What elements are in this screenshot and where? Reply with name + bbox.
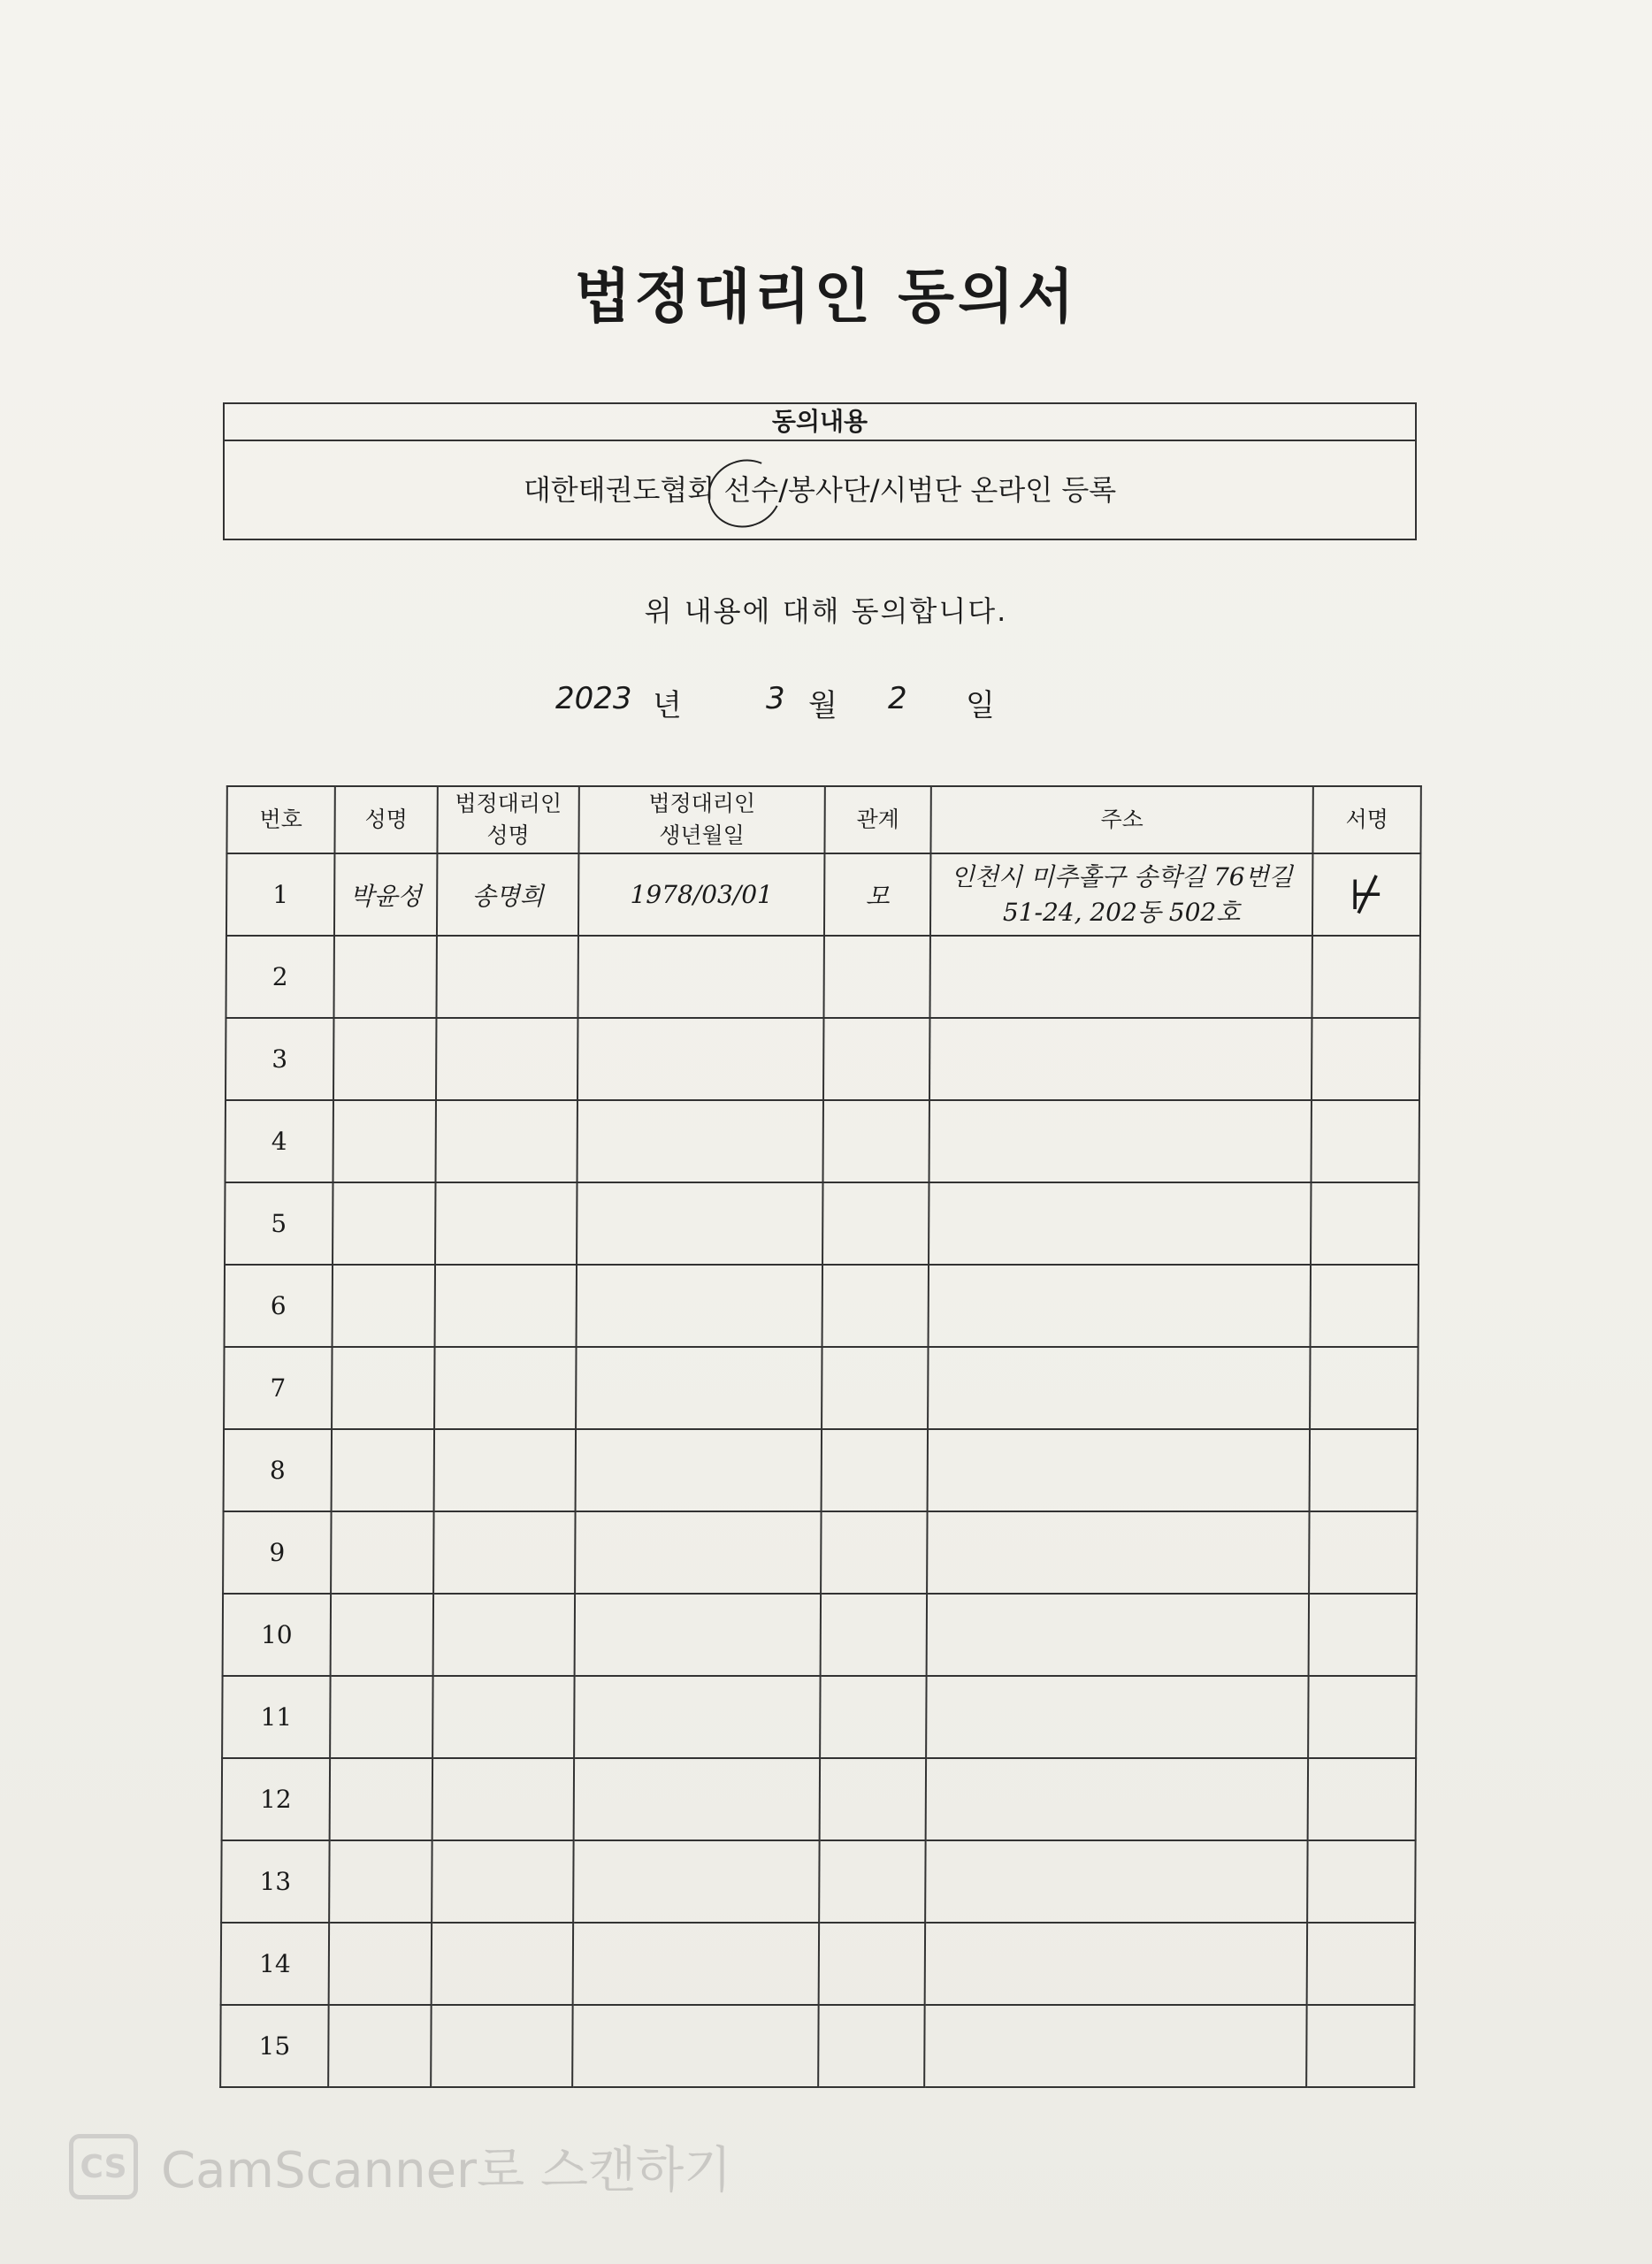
- address-cell: [926, 1676, 1308, 1758]
- guardian-birthdate-cell: [577, 936, 823, 1018]
- signature-cell: [1308, 1758, 1416, 1840]
- row-number-cell: 7: [224, 1347, 332, 1429]
- header-name: 성명: [334, 786, 437, 853]
- relation-cell: [823, 1100, 929, 1182]
- table-row: [223, 1594, 1417, 1676]
- table-row: [225, 1265, 1419, 1347]
- table-header-row: [226, 786, 1420, 853]
- row-number-cell: 5: [225, 1182, 333, 1265]
- row-number-cell: 6: [225, 1265, 333, 1347]
- table-row: [223, 1511, 1417, 1594]
- relation-cell: [822, 1347, 928, 1429]
- guardian-birthdate-cell: [577, 1018, 823, 1100]
- student-name-cell: [333, 1018, 436, 1100]
- guardian-birthdate-cell: [577, 1265, 822, 1347]
- date-year-unit: 년: [653, 688, 682, 723]
- table-row: [220, 2005, 1414, 2087]
- address-cell: [929, 1100, 1312, 1182]
- table-row: [226, 853, 1420, 936]
- signature-cell: [1312, 936, 1419, 1018]
- relation-cell: [823, 1018, 929, 1100]
- agree-statement: 위 내용에 대해 동의합니다.: [644, 594, 1008, 628]
- address-cell: [925, 1840, 1307, 1923]
- header-address: 주소: [930, 786, 1312, 853]
- relation-cell: [819, 1840, 925, 1923]
- guardian-name-cell: 송명희: [437, 853, 578, 936]
- student-name-cell: [333, 936, 436, 1018]
- date-month: 3: [766, 681, 785, 716]
- row-number-cell: 11: [222, 1676, 330, 1758]
- signature-cell: [1312, 853, 1420, 936]
- student-name-cell: [329, 1840, 432, 1923]
- table-row: [222, 1758, 1416, 1840]
- student-name-cell: [331, 1594, 433, 1676]
- guardian-name-cell: [433, 1594, 575, 1676]
- row-number-cell: 8: [224, 1429, 332, 1511]
- address-cell: [929, 1265, 1311, 1347]
- date-year: 2023: [555, 681, 632, 716]
- guardian-name-cell: [432, 1923, 573, 2005]
- guardian-birthdate-cell: [576, 1347, 822, 1429]
- header-guardian-birth: 법정대리인 생년월일: [578, 786, 824, 853]
- signature-cell: [1308, 1676, 1416, 1758]
- guardian-table: [219, 785, 1422, 2088]
- table-row: [224, 1347, 1418, 1429]
- guardian-birthdate-cell: [576, 1429, 822, 1511]
- address-cell: [924, 2005, 1306, 2087]
- guardian-name-cell: [431, 2005, 572, 2087]
- guardian-name-cell: [434, 1347, 576, 1429]
- student-name-cell: [330, 1758, 432, 1840]
- student-name-cell: [333, 1265, 435, 1347]
- row-number-cell: 13: [221, 1840, 329, 1923]
- document-title: 법정대리인 동의서: [574, 263, 1078, 331]
- address-cell: [929, 1018, 1312, 1100]
- address-cell: [928, 1429, 1310, 1511]
- student-name-cell: [330, 1676, 432, 1758]
- signature-cell: [1310, 1429, 1418, 1511]
- header-no: 번호: [226, 786, 334, 853]
- date-month-unit: 월: [808, 688, 837, 723]
- relation-cell: [822, 1429, 928, 1511]
- student-name-cell: [333, 1182, 435, 1265]
- row-number-cell: 10: [223, 1594, 331, 1676]
- address-cell: 인천시 미추홀구 송학길 76번길 51-24, 202동 502호: [930, 853, 1312, 936]
- guardian-name-cell: [436, 936, 577, 1018]
- address-cell: [926, 1758, 1308, 1840]
- student-name-cell: [329, 1923, 432, 2005]
- relation-cell: [822, 1265, 929, 1347]
- consent-box: [223, 402, 1417, 540]
- header-signature: 서명: [1312, 786, 1420, 853]
- row-number-cell: 9: [223, 1511, 331, 1594]
- address-cell: [925, 1923, 1307, 2005]
- guardian-birthdate-cell: [574, 1758, 820, 1840]
- row-number-cell: 2: [226, 936, 333, 1018]
- relation-cell: [821, 1594, 927, 1676]
- student-name-cell: [332, 1347, 434, 1429]
- signature-cell: [1312, 1018, 1419, 1100]
- guardian-name-cell: [435, 1182, 577, 1265]
- signature-cell: [1312, 1100, 1419, 1182]
- signature-cell: [1307, 1923, 1415, 2005]
- guardian-name-cell: [432, 1758, 574, 1840]
- table-row: [222, 1676, 1416, 1758]
- row-number-cell: 15: [220, 2005, 328, 2087]
- address-cell: [927, 1594, 1309, 1676]
- address-cell: [929, 936, 1312, 1018]
- address-cell: [927, 1511, 1309, 1594]
- guardian-birthdate-cell: [573, 1840, 819, 1923]
- address-cell: [929, 1182, 1311, 1265]
- relation-cell: [820, 1676, 926, 1758]
- date-day-unit: 일: [966, 688, 995, 723]
- guardian-name-cell: [434, 1429, 576, 1511]
- guardian-birthdate-cell: [572, 2005, 818, 2087]
- date-day: 2: [888, 681, 907, 716]
- guardian-name-cell: [433, 1511, 575, 1594]
- student-name-cell: [333, 1100, 436, 1182]
- guardian-name-cell: [436, 1018, 577, 1100]
- guardian-name-cell: [432, 1840, 573, 1923]
- header-relation: 관계: [824, 786, 930, 853]
- signature-mark-icon: ⊬: [1349, 870, 1385, 919]
- relation-cell: [820, 1758, 926, 1840]
- guardian-birthdate-cell: [575, 1511, 821, 1594]
- student-name-cell: 박윤성: [334, 853, 437, 936]
- relation-cell: [821, 1511, 927, 1594]
- signature-cell: [1306, 2005, 1414, 2087]
- student-name-cell: [328, 2005, 431, 2087]
- signature-cell: [1307, 1840, 1415, 1923]
- guardian-birthdate-cell: [574, 1676, 820, 1758]
- signature-cell: [1311, 1265, 1419, 1347]
- table-row: [226, 936, 1419, 1018]
- table-row: [225, 1182, 1419, 1265]
- camscanner-text: CamScanner로 스캔하기: [161, 2142, 732, 2199]
- row-number-cell: 4: [226, 1100, 333, 1182]
- table-row: [221, 1840, 1415, 1923]
- relation-cell: [819, 1923, 925, 2005]
- guardian-name-cell: [435, 1265, 577, 1347]
- guardian-birthdate-cell: [577, 1182, 822, 1265]
- guardian-birthdate-cell: [575, 1594, 821, 1676]
- table-row: [224, 1429, 1418, 1511]
- guardian-name-cell: [436, 1100, 577, 1182]
- consent-header: 동의내용: [225, 404, 1415, 441]
- signature-cell: [1309, 1511, 1417, 1594]
- relation-cell: [822, 1182, 929, 1265]
- student-name-cell: [332, 1429, 434, 1511]
- guardian-birthdate-cell: 1978/03/01: [578, 853, 824, 936]
- guardian-name-cell: [432, 1676, 574, 1758]
- guardian-birthdate-cell: [577, 1100, 823, 1182]
- row-number-cell: 12: [222, 1758, 330, 1840]
- row-number-cell: 14: [221, 1923, 329, 2005]
- relation-cell: 모: [824, 853, 930, 936]
- table-row: [226, 1100, 1419, 1182]
- student-name-cell: [331, 1511, 433, 1594]
- header-guardian-name: 법정대리인 성명: [437, 786, 578, 853]
- signature-cell: [1310, 1347, 1418, 1429]
- address-cell: [928, 1347, 1310, 1429]
- camscanner-watermark: [69, 2131, 731, 2202]
- camscanner-logo: CS: [69, 2134, 138, 2199]
- relation-cell: [818, 2005, 924, 2087]
- consent-text: 대한태권도협회 선수/봉사단/시범단 온라인 등록: [523, 473, 1117, 507]
- row-number-cell: 1: [226, 853, 334, 936]
- guardian-birthdate-cell: [573, 1923, 819, 2005]
- table-row: [226, 1018, 1419, 1100]
- relation-cell: [823, 936, 929, 1018]
- table-row: [221, 1923, 1415, 2005]
- signature-cell: [1309, 1594, 1417, 1676]
- signature-cell: [1311, 1182, 1419, 1265]
- row-number-cell: 3: [226, 1018, 333, 1100]
